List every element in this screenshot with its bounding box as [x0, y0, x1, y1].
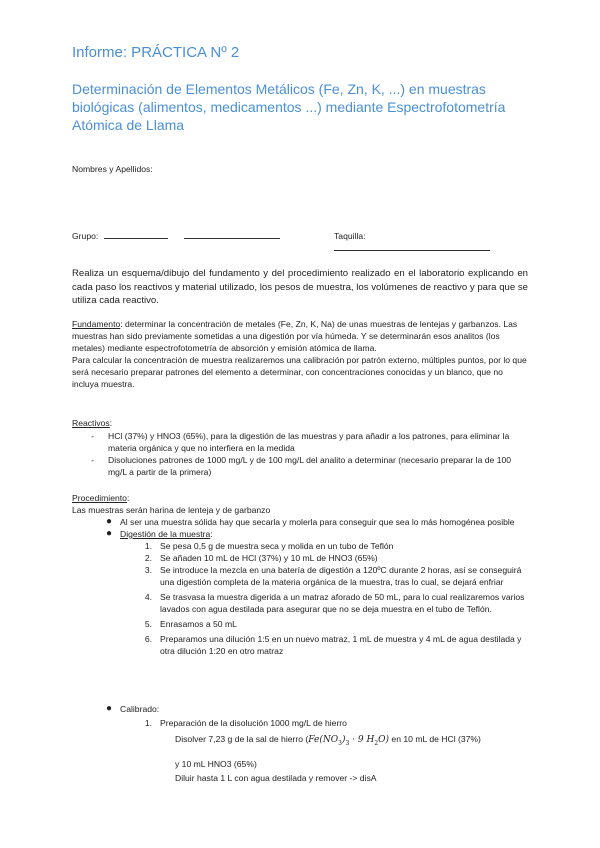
calibrado-step-1: Preparación de la disolución 1000 mg/L de hierro — [160, 718, 347, 728]
digestion-step-1: Se pesa 0,5 g de muestra seca y molida en un tubo de Teflón — [160, 541, 394, 551]
fundamento-paragraph — [72, 318, 532, 354]
reactivo-item-2: Disoluciones patrones de 1000 mg/L y de 100 mg/L del analito a determinar (necesario preparar la de 100 mg/L a partir de la primera) — [108, 455, 512, 477]
document-subtitle: Determinación de Elementos Metálicos (Fe, Zn, K, ...) en muestras biológicas (alimentos, medicamentos ...) mediante Espectrofotometría Atómica de Llama — [72, 81, 506, 133]
digestion-step-6: Preparamos una dilución 1:5 en un nuevo matraz, 1 mL de muestra y 4 mL de agua destilada y otra dilución 1:20 en otro matraz — [160, 634, 522, 656]
locker-label: Taquilla: — [334, 231, 366, 241]
reactivos-heading: Reactivos — [72, 418, 110, 428]
list-item — [72, 703, 532, 715]
list-item: 3. Se introduce la mezcla en una batería de digestión a 120ºC durante 2 horas, así se conseguirá una digestión completa de la materia orgánica de la muestra, tras lo cual, se dejará enfriar — [72, 564, 532, 588]
list-item: 1. Preparación de la disolución 1000 mg/L de hierro — [72, 717, 532, 729]
procedimiento-heading: Procedimiento — [72, 493, 127, 503]
list-item — [72, 454, 532, 478]
instructions-paragraph: Realiza un esquema/dibujo del fundamento y del procedimiento realizado en el laboratorio explicando en cada paso los reactivos y material utilizado, los pesos de muestra, los volúmenes de reactivo y para que se utiliza cada reactivo. — [72, 268, 528, 306]
bullet-icon: ● — [105, 516, 112, 527]
digestion-step-3: Se introduce la mezcla en una batería de digestión a 120ºC durante 2 horas, así se conseguirá una digestión completa de la materia orgánica de la muestra, tras lo cual, se dejará enfriar — [160, 565, 522, 587]
procedimiento-heading-line: Procedimiento: — [72, 493, 130, 503]
procedimiento-section — [72, 492, 532, 657]
digestion-step-2: Se añaden 10 mL de HCl (37%) y 10 mL de HNO3 (65%) — [160, 553, 378, 563]
list-item — [72, 430, 532, 454]
dash-marker: - — [91, 455, 94, 465]
list-item: 2. Se añaden 10 mL de HCl (37%) y 10 mL de HNO3 (65%) — [72, 552, 532, 564]
group-label: Grupo: — [72, 231, 99, 241]
names-label: Nombres y Apellidos: — [72, 164, 153, 174]
locker-blank-line[interactable] — [334, 250, 490, 251]
list-item: 6. Preparamos una dilución 1:5 en un nuevo matraz, 1 mL de muestra y 4 mL de agua destilada y otra dilución 1:20 en otro matraz — [72, 633, 532, 657]
procedimiento-intro: Las muestras serán harina de lenteja y de garbanzo — [72, 505, 271, 515]
list-item: 4. Se trasvasa la muestra digerida a un matraz aforado de 50 mL, para lo cual realizaremos varios lavados con agua destilada para asegurar que no se deja muestra en el tubo de Teflón. — [72, 591, 532, 615]
bullet-icon: ● — [105, 703, 112, 714]
fundamento-section — [72, 318, 532, 390]
list-item: 5. Enrasamos a 50 mL — [72, 618, 532, 630]
reactivos-section — [72, 417, 532, 478]
calibrado-section — [72, 703, 532, 784]
group-blank-line[interactable] — [104, 238, 168, 239]
reactivos-heading-line: Reactivos: — [72, 418, 113, 428]
calibrado-heading: Calibrado: — [120, 704, 160, 714]
calibrado-dissolve-line: Disolver 7,23 g de la sal de hierro ($Fe(NO_3)_3 \cdot 9$ $H_2O$) en 10 mL de HCl (37%) — [175, 734, 481, 747]
digestion-heading: Digestión de la muestra — [120, 529, 211, 539]
bullet-text-1: Al ser una muestra sólida hay que secarla y molerla para conseguir que sea lo más homogénea posible — [120, 517, 515, 527]
iron-nitrate-formula: $Fe(NO_3)_3 \cdot 9$ $H_2O$) — [308, 735, 390, 747]
digestion-step-5: Enrasamos a 50 mL — [160, 619, 237, 629]
fundamento-heading: Fundamento — [72, 319, 121, 329]
calibrado-acid-line: y 10 mL HNO3 (65%) — [175, 758, 257, 769]
fundamento-paragraph-2: Para calcular la concentración de muestra realizaremos una calibración por patrón externo, múltiples puntos, por lo que será necesario preparar patrones del elemento a determinar, con concentraciones conocidas y un blanco, que no incluya muestra. — [72, 355, 527, 389]
list-item: 1. Se pesa 0,5 g de muestra seca y molida en un tubo de Teflón — [72, 540, 532, 552]
digestion-step-4: Se trasvasa la muestra digerida a un matraz aforado de 50 mL, para lo cual realizaremos varios lavados con agua destilada para asegurar que no se deja muestra en el tubo de Teflón. — [160, 592, 525, 614]
list-item — [72, 516, 532, 528]
bullet-icon: ● — [105, 528, 112, 539]
document-title: Informe: PRÁCTICA Nº 2 — [72, 44, 240, 61]
fundamento-text: : determinar la concentración de metales (Fe, Zn, K, Na) de unas muestras de lentejas y garbanzos. Las muestras han sido previamente sometidas a una digestión por vía húmeda. Y se determinarán esos analitos (los metales) mediante espectrofotometría de absorción y emisión atómica de llama. — [72, 319, 518, 353]
list-item: ● Digestión de la muestra: — [72, 528, 532, 540]
dash-marker: - — [91, 431, 94, 441]
reactivo-item-1: HCl (37%) y HNO3 (65%), para la digestión de las muestras y para añadir a los patrones, para eliminar la materia orgánica y que no interfiera en la medida — [108, 431, 510, 453]
group-blank-line-2[interactable] — [184, 238, 280, 239]
calibrado-dilute-line: Diluir hasta 1 L con agua destilada y remover -> disA — [175, 772, 377, 783]
